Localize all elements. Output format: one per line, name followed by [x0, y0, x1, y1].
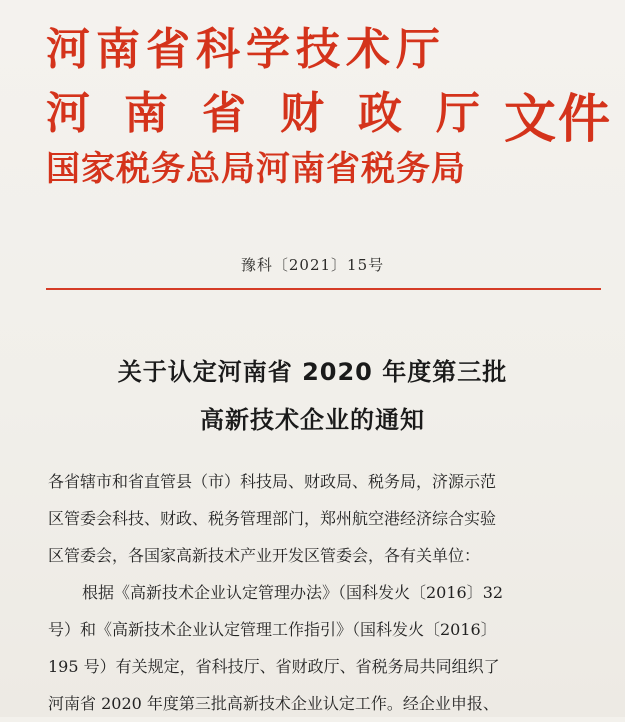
body-line: 根据《高新技术企业认定管理办法》（国科发火〔2016〕32	[82, 583, 504, 602]
red-separator-line	[46, 288, 601, 290]
document-body	[48, 463, 608, 722]
issuing-agency-tax: 国家税务总局河南省税务局	[46, 149, 466, 189]
body-line: 号）和《高新技术企业认定管理工作指引》（国科发火〔2016〕	[48, 620, 497, 639]
document-title-line-1: 关于认定河南省 2020 年度第三批	[117, 358, 508, 386]
document-title-line-2: 高新技术企业的通知	[200, 406, 425, 434]
body-line: 195 号）有关规定，省科技厅、省财政厅、省税务局共同组织了	[48, 657, 500, 676]
body-line: 区管委会，各国家高新技术产业开发区管委会，各有关单位：	[48, 546, 481, 565]
body-line: 各省辖市和省直管县（市）科技局、财政局、税务局，济源示范	[48, 472, 497, 491]
issuing-agency-science-tech: 河南省科学技术厅	[46, 24, 446, 75]
body-line: 区管委会科技、财政、税务管理部门，郑州航空港经济综合实验	[48, 509, 497, 528]
document-number: 豫科〔2021〕15号	[240, 256, 385, 274]
document-header	[46, 24, 613, 203]
document-label: 文件	[504, 90, 613, 150]
issuing-agency-finance: 河南省财政厅	[46, 88, 514, 139]
body-line: 河南省 2020 年度第三批高新技术企业认定工作。经企业申报、	[48, 694, 499, 713]
